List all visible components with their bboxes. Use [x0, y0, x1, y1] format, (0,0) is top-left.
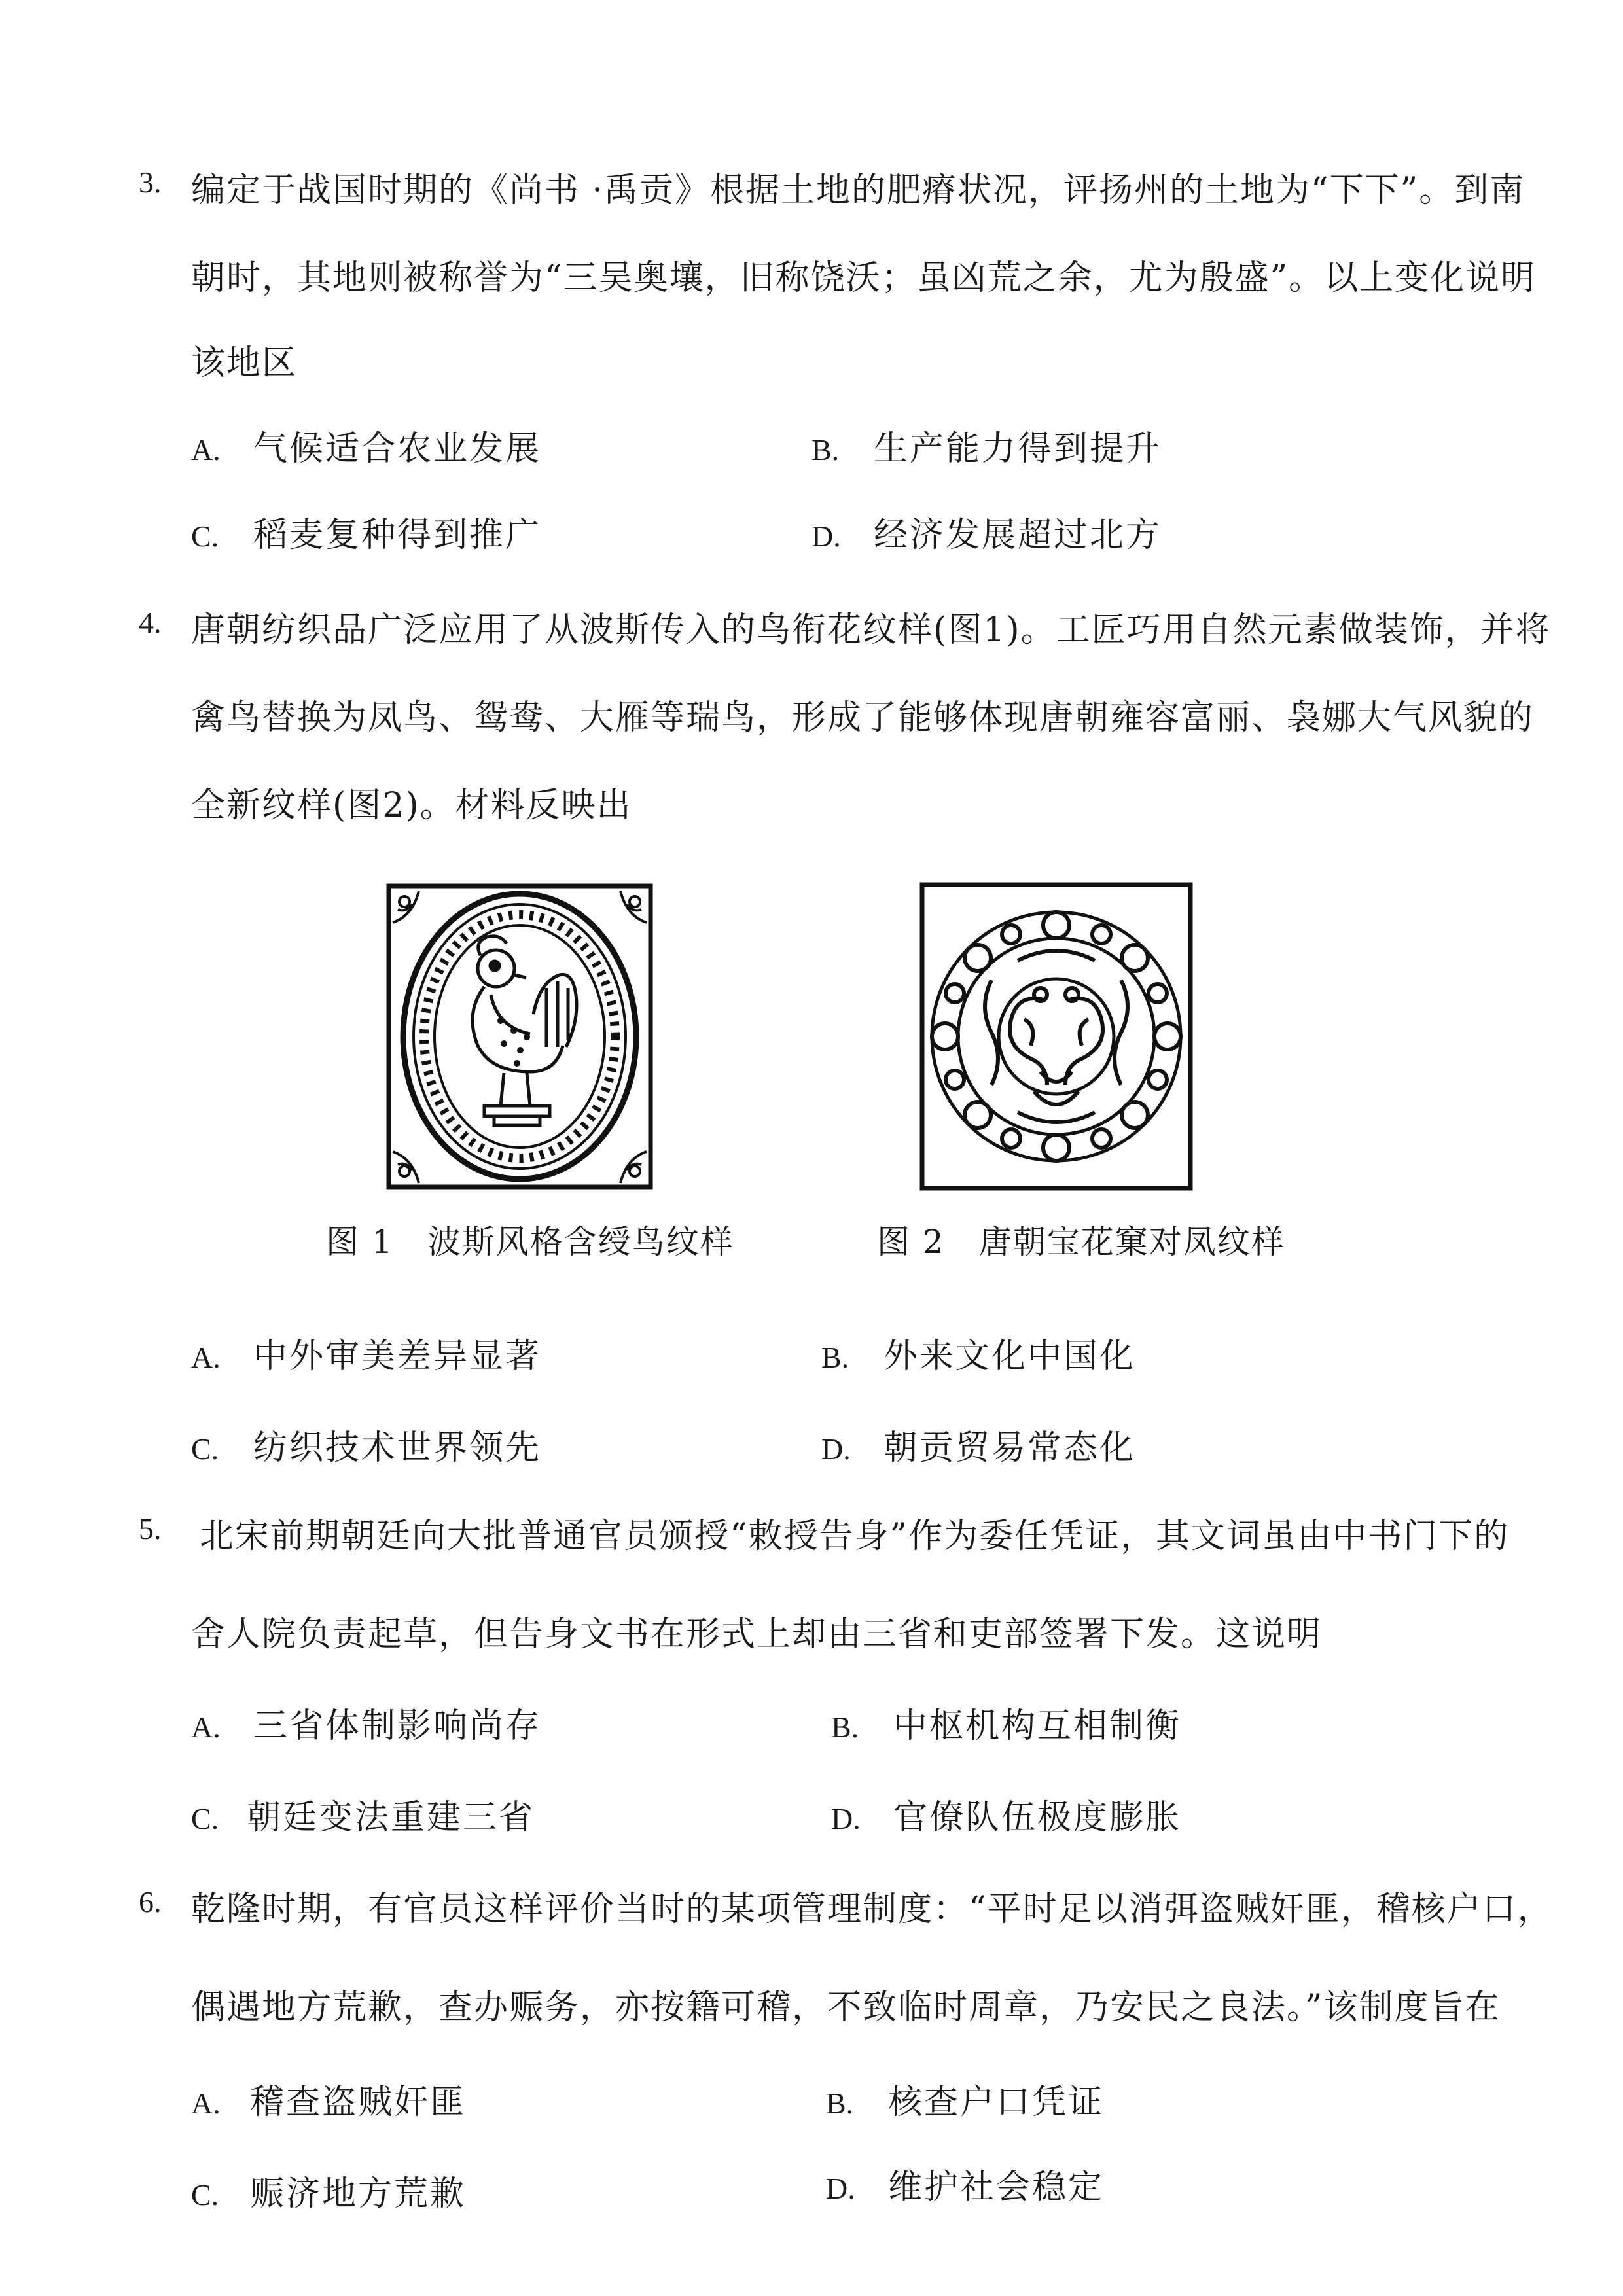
option-letter: A. — [191, 1341, 221, 1374]
option-letter: C. — [191, 1432, 219, 1466]
question-stem-line: 全新纹样(图2)。材料反映出 — [191, 786, 632, 825]
option-d[interactable] — [821, 1420, 1135, 1469]
option-text: 官僚队伍极度膨胀 — [893, 1798, 1182, 1837]
option-a[interactable] — [191, 2074, 466, 2123]
option-text: 朝廷变法重建三省 — [247, 1798, 535, 1837]
option-letter: A. — [191, 433, 221, 467]
option-d[interactable] — [812, 507, 1162, 556]
option-letter: B. — [821, 1341, 849, 1374]
option-letter: C. — [191, 2178, 219, 2212]
question-stem-line: 编定于战国时期的《尚书 ·禹贡》根据土地的肥瘠状况，评扬州的土地为“下下”。到南 — [191, 171, 1525, 210]
option-letter: D. — [826, 2172, 855, 2205]
question-stem-line: 舍人院负责起草，但告身文书在形式上却由三省和吏部签署下发。这说明 — [191, 1615, 1323, 1654]
figure-2-tang-phoenix-pattern — [919, 882, 1193, 1191]
question-stem-line: 偶遇地方荒歉，查办赈务，亦按籍可稽，不致临时周章，乃安民之良法。”该制度旨在 — [191, 1988, 1501, 2027]
option-a[interactable] — [191, 1698, 541, 1747]
option-letter: D. — [831, 1802, 861, 1835]
question-number: 4. — [139, 606, 162, 639]
option-letter: B. — [812, 433, 840, 467]
figure-1-caption: 图 1 波斯风格含绶鸟纹样 — [326, 1223, 734, 1261]
option-letter: C. — [191, 520, 219, 553]
option-text: 朝贡贸易常态化 — [883, 1428, 1136, 1468]
option-b[interactable] — [821, 1328, 1135, 1377]
option-text: 稽查盗贼奸匪 — [250, 2083, 467, 2122]
option-text: 中枢机构互相制衡 — [893, 1706, 1182, 1746]
option-text: 经济发展超过北方 — [874, 516, 1162, 555]
question-stem-line: 北宋前期朝廷向大批普通官员颁授“敕授告身”作为委任凭证，其文词虽由中书门下的 — [200, 1517, 1510, 1556]
option-b[interactable] — [831, 1698, 1181, 1747]
question-stem-line: 该地区 — [191, 344, 298, 383]
question-stem-line: 朝时，其地则被称誉为“三吴奥壤，旧称饶沃；虽凶荒之余，尤为殷盛”。以上变化说明 — [191, 258, 1537, 298]
question-number: 5. — [139, 1512, 162, 1545]
option-letter: B. — [826, 2087, 854, 2120]
option-text: 生产能力得到提升 — [874, 429, 1162, 468]
option-d[interactable] — [831, 1790, 1181, 1839]
option-a[interactable] — [191, 1328, 541, 1377]
option-letter: A. — [191, 1710, 221, 1744]
option-text: 外来文化中国化 — [883, 1337, 1136, 1376]
option-letter: D. — [812, 520, 841, 553]
question-stem-line: 禽鸟替换为凤鸟、鸳鸯、大雁等瑞鸟，形成了能够体现唐朝雍容富丽、袅娜大气风貌的 — [191, 698, 1535, 737]
option-text: 气候适合农业发展 — [253, 429, 542, 468]
option-b[interactable] — [826, 2074, 1104, 2123]
option-c[interactable] — [191, 1790, 535, 1839]
option-text: 稻麦复种得到推广 — [253, 516, 542, 555]
option-text: 纺织技术世界领先 — [253, 1428, 542, 1468]
option-d[interactable] — [826, 2159, 1104, 2208]
option-b[interactable] — [812, 421, 1162, 470]
figure-2-caption: 图 2 唐朝宝花窠对凤纹样 — [877, 1223, 1285, 1261]
option-text: 维护社会稳定 — [888, 2168, 1105, 2207]
figure-1-persian-bird-pattern — [386, 883, 654, 1191]
option-letter: B. — [831, 1710, 859, 1744]
option-text: 赈济地方荒歉 — [250, 2174, 467, 2214]
question-number: 6. — [139, 1885, 162, 1918]
question-stem-line: 唐朝纺织品广泛应用了从波斯传入的鸟衔花纹样(图1)。工匠巧用自然元素做装饰，并将 — [191, 610, 1551, 650]
option-letter: A. — [191, 2087, 221, 2120]
option-letter: D. — [821, 1432, 851, 1466]
option-text: 三省体制影响尚存 — [253, 1706, 542, 1746]
option-c[interactable] — [191, 1420, 541, 1469]
question-stem-line: 乾隆时期，有官员这样评价当时的某项管理制度：“平时足以消弭盗贼奸匪，稽核户口， — [191, 1890, 1553, 1929]
option-letter: C. — [191, 1802, 219, 1835]
option-c[interactable] — [191, 507, 541, 556]
option-text: 核查户口凭证 — [888, 2083, 1105, 2122]
option-text: 中外审美差异显著 — [253, 1337, 542, 1376]
option-a[interactable] — [191, 421, 541, 470]
question-number: 3. — [139, 166, 162, 199]
option-c[interactable] — [191, 2166, 466, 2215]
